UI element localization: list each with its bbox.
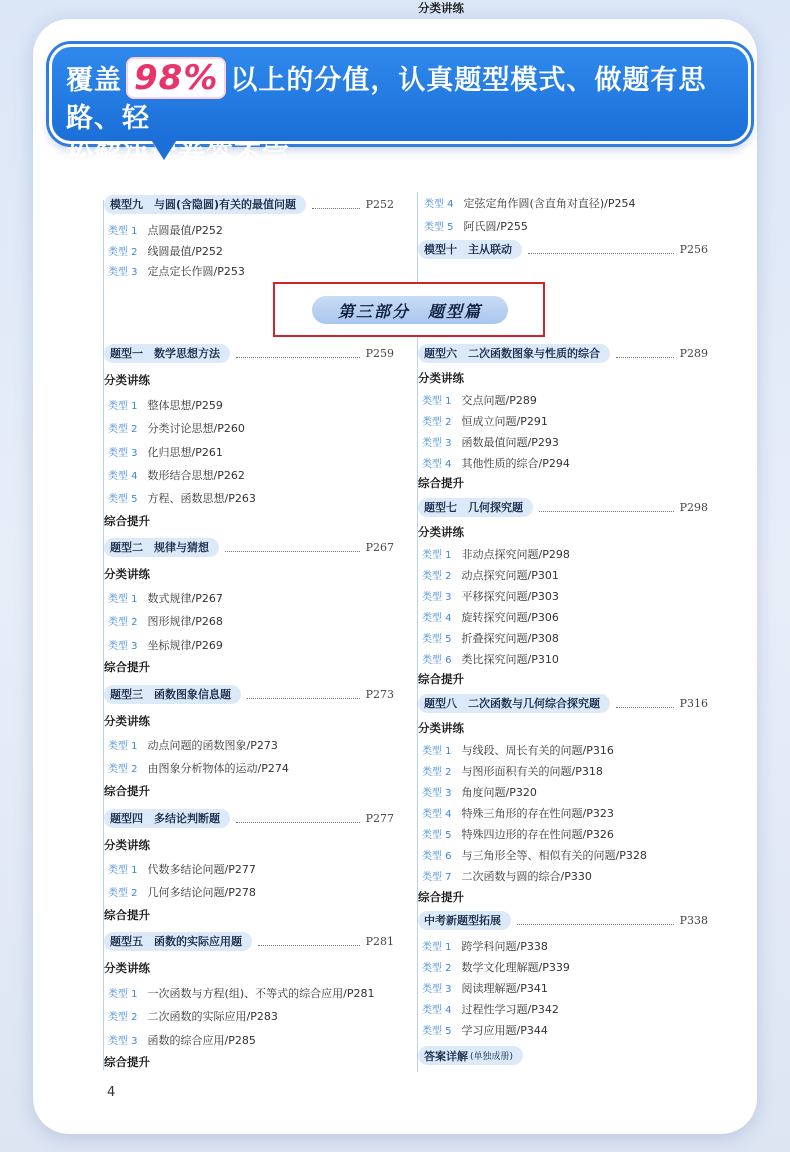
item-text: 学习应用题/P344 <box>461 1024 548 1037</box>
type-tag: 类型 3 <box>108 267 138 278</box>
type-tag: 类型 6 <box>422 851 452 862</box>
type-tag: 类型 5 <box>422 830 452 841</box>
toc-item[interactable] <box>108 444 223 460</box>
toc-item[interactable] <box>108 222 223 238</box>
item-text: 恒成立问题/P291 <box>461 415 548 428</box>
toc-item[interactable] <box>108 861 256 877</box>
item-text: 平移探究问题/P303 <box>461 590 559 603</box>
toc-item[interactable] <box>422 805 614 821</box>
type-tag: 类型 4 <box>424 199 454 210</box>
type-tag: 类型 2 <box>422 571 452 582</box>
type-tag: 类型 2 <box>422 767 452 778</box>
subheading-practice: 分类讲练 <box>104 567 150 581</box>
toc-item[interactable] <box>108 613 223 629</box>
toc-item[interactable] <box>424 218 528 234</box>
subheading-practice: 分类讲练 <box>418 525 464 539</box>
toc-header-page: P277 <box>365 811 394 825</box>
type-tag: 类型 1 <box>422 396 452 407</box>
type-tag: 类型 5 <box>422 634 452 645</box>
toc-header-title: 题型五 函数的实际应用题 <box>104 932 252 951</box>
item-text: 阿氏圆/P255 <box>463 220 528 233</box>
toc-header-title: 题型六 二次函数图象与性质的综合 <box>418 344 610 363</box>
toc-item[interactable] <box>422 609 559 625</box>
item-text: 一次函数与方程(组)、不等式的综合应用/P281 <box>147 987 375 1000</box>
subheading-practice: 分类讲练 <box>104 961 150 975</box>
toc-section-header[interactable] <box>104 537 394 557</box>
toc-header-page: P289 <box>679 346 708 360</box>
item-text: 阅读理解题/P341 <box>461 982 548 995</box>
type-tag: 类型 1 <box>422 550 452 561</box>
toc-item[interactable] <box>422 392 537 408</box>
toc-section-header[interactable] <box>418 497 708 517</box>
item-text: 特殊三角形的存在性问题/P323 <box>461 807 614 820</box>
item-text: 定点定长作圆/P253 <box>147 265 245 278</box>
type-tag: 类型 2 <box>108 888 138 900</box>
type-tag: 类型 4 <box>422 1005 452 1016</box>
banner-text-after: 以上的分值，认真题型模式、做题有思路、轻 <box>66 65 707 134</box>
page-number: 4 <box>107 1085 116 1100</box>
item-text: 几何多结论问题/P278 <box>147 886 256 900</box>
item-text: 跨学科问题/P338 <box>461 940 548 953</box>
item-text: 坐标规律/P269 <box>147 638 223 652</box>
toc-header-title: 题型七 几何探究题 <box>418 498 533 517</box>
toc-item[interactable] <box>422 1001 559 1017</box>
dot-leader <box>517 915 674 925</box>
toc-item[interactable] <box>422 826 614 842</box>
item-text: 非动点探究问题/P298 <box>461 548 570 561</box>
type-tag: 类型 1 <box>108 226 138 237</box>
item-text: 整体思想/P259 <box>147 399 223 412</box>
type-tag: 类型 2 <box>422 963 452 974</box>
type-tag: 类型 3 <box>422 438 452 449</box>
item-text: 函数最值问题/P293 <box>461 436 559 449</box>
type-tag: 类型 6 <box>422 655 452 666</box>
toc-item[interactable] <box>108 1032 256 1048</box>
type-tag: 类型 3 <box>422 592 452 603</box>
type-tag: 类型 5 <box>108 494 138 506</box>
toc-item[interactable] <box>108 263 245 279</box>
toc-header-page: P338 <box>679 913 708 927</box>
toc-item[interactable] <box>422 455 570 471</box>
item-text: 动点探究问题/P301 <box>461 569 559 582</box>
dot-leader <box>539 502 674 512</box>
section-title-box <box>273 282 545 337</box>
type-tag: 类型 1 <box>108 741 138 752</box>
item-text: 与线段、周长有关的问题/P316 <box>461 744 614 757</box>
answer-label: 答案详解 <box>424 1049 468 1063</box>
toc-item[interactable] <box>422 938 548 954</box>
type-tag: 类型 1 <box>108 401 138 412</box>
item-text: 定弦定角作圆(含直角对直径)/P254 <box>463 197 636 210</box>
toc-header-model10[interactable] <box>418 239 708 259</box>
toc-item[interactable] <box>422 630 559 646</box>
toc-item[interactable] <box>422 847 647 863</box>
toc-item[interactable] <box>108 590 223 606</box>
type-tag: 类型 2 <box>422 417 452 428</box>
type-tag: 类型 3 <box>108 1035 138 1047</box>
item-text: 折叠探究问题/P308 <box>461 632 559 645</box>
type-tag: 类型 4 <box>108 470 138 482</box>
subheading-practice: 分类讲练 <box>104 373 150 387</box>
subheading-advanced: 综合提升 <box>418 476 464 490</box>
type-tag: 类型 2 <box>108 247 138 258</box>
type-tag: 类型 3 <box>422 984 452 995</box>
type-tag: 类型 7 <box>422 872 452 883</box>
item-text: 二次函数与圆的综合/P330 <box>461 870 592 883</box>
banner-text-line2: 松解决试卷答不完。 <box>66 141 318 172</box>
toc-item[interactable] <box>422 784 537 800</box>
toc-item[interactable] <box>424 195 635 211</box>
toc-item[interactable] <box>422 868 592 884</box>
type-tag: 类型 2 <box>108 764 138 776</box>
toc-section-header[interactable] <box>104 808 394 828</box>
subheading-practice: 分类讲练 <box>418 371 464 385</box>
subheading-practice: 分类讲练 <box>104 714 150 728</box>
item-text: 动点问题的函数图象/P273 <box>147 739 278 752</box>
toc-item[interactable] <box>422 413 548 429</box>
answer-details-label[interactable] <box>418 1046 523 1065</box>
toc-item[interactable] <box>108 985 374 1001</box>
toc-item[interactable] <box>108 243 223 259</box>
toc-header-page: P267 <box>365 540 394 554</box>
toc-section-header[interactable] <box>104 684 394 704</box>
toc-header-title: 题型二 规律与猜想 <box>104 538 219 557</box>
subheading-advanced: 综合提升 <box>104 1055 150 1069</box>
item-text: 数学文化理解题/P339 <box>461 961 570 974</box>
toc-section-header[interactable] <box>104 931 394 951</box>
toc-item[interactable] <box>422 546 570 562</box>
item-text: 旋转探究问题/P306 <box>461 611 559 624</box>
item-text: 线圆最值/P252 <box>147 245 223 258</box>
toc-header-page: P273 <box>365 687 394 701</box>
type-tag: 类型 1 <box>108 989 138 1000</box>
subheading-advanced: 综合提升 <box>104 784 150 798</box>
type-tag: 类型 2 <box>108 1012 138 1024</box>
item-text: 其他性质的综合/P294 <box>461 457 570 470</box>
subheading-advanced: 综合提升 <box>104 660 150 674</box>
item-text: 方程、函数思想/P263 <box>147 492 256 506</box>
toc-item[interactable] <box>422 980 548 996</box>
item-text: 特殊四边形的存在性问题/P326 <box>461 828 614 841</box>
toc-section-header[interactable] <box>418 693 708 713</box>
toc-item[interactable] <box>108 397 223 413</box>
item-text: 由图象分析物体的运动/P274 <box>147 762 289 776</box>
item-text: 分类讨论思想/P260 <box>147 422 245 436</box>
toc-header-title: 模型十 主从联动 <box>418 240 522 259</box>
type-tag: 类型 3 <box>108 447 138 459</box>
subheading-practice: 分类讲练 <box>418 721 464 735</box>
item-text: 代数多结论问题/P277 <box>147 863 256 876</box>
toc-item[interactable] <box>108 637 223 653</box>
toc-header-title: 题型四 多结论判断题 <box>104 809 230 828</box>
dot-leader <box>312 199 360 209</box>
item-text: 与图形面积有关的问题/P318 <box>461 765 603 778</box>
dot-leader <box>258 936 360 946</box>
toc-item[interactable] <box>422 588 559 604</box>
toc-header-page: P298 <box>679 500 708 514</box>
toc-item[interactable] <box>422 651 559 667</box>
banner-highlight: 98% <box>126 57 226 99</box>
toc-item[interactable] <box>422 959 570 975</box>
item-text: 函数的综合应用/P285 <box>147 1033 256 1047</box>
toc-header-title: 模型九 与圆(含隐圆)有关的最值问题 <box>104 195 306 214</box>
type-tag: 类型 3 <box>422 788 452 799</box>
dot-leader <box>225 542 360 552</box>
toc-header-model9[interactable] <box>104 194 394 214</box>
toc-header-title: 中考新题型拓展 <box>418 911 511 930</box>
toc-item[interactable] <box>108 420 245 436</box>
item-text: 化归思想/P261 <box>147 445 223 459</box>
item-text: 二次函数的实际应用/P283 <box>147 1010 278 1024</box>
answer-note: (单独成册) <box>470 1052 514 1062</box>
toc-header-title: 题型三 函数图象信息题 <box>104 685 241 704</box>
toc-header-title: 题型八 二次函数与几何综合探究题 <box>418 694 610 713</box>
subheading-practice: 分类讲练 <box>418 1 464 15</box>
toc-item[interactable] <box>108 737 278 753</box>
item-text: 图形规律/P268 <box>147 615 223 629</box>
toc-item[interactable] <box>422 763 603 779</box>
section-title: 第三部分 题型篇 <box>312 296 508 324</box>
type-tag: 类型 1 <box>108 865 138 876</box>
toc-item[interactable] <box>422 1022 548 1038</box>
subheading-advanced: 综合提升 <box>418 672 464 686</box>
banner-tail <box>150 138 178 160</box>
type-tag: 类型 4 <box>422 459 452 470</box>
type-tag: 类型 4 <box>422 809 452 820</box>
toc-header-page: P259 <box>365 346 394 360</box>
toc-item[interactable] <box>422 434 559 450</box>
type-tag: 类型 5 <box>424 222 454 233</box>
toc-item[interactable] <box>422 567 559 583</box>
dot-leader <box>616 698 674 708</box>
dot-leader <box>616 348 674 358</box>
item-text: 数形结合思想/P262 <box>147 468 245 482</box>
toc-item[interactable] <box>108 884 256 900</box>
toc-section-header[interactable] <box>418 910 708 930</box>
banner-bubble <box>49 44 751 172</box>
type-tag: 类型 2 <box>108 424 138 436</box>
toc-header-title: 题型一 数学思想方法 <box>104 344 230 363</box>
item-text: 与三角形全等、相似有关的问题/P328 <box>461 849 647 862</box>
type-tag: 类型 3 <box>108 640 138 652</box>
dot-leader <box>236 348 360 358</box>
banner-text-before: 覆盖 <box>66 65 122 96</box>
toc-header-page: P316 <box>679 696 708 710</box>
toc-header-page: P256 <box>679 242 708 256</box>
item-text: 数式规律/P267 <box>147 592 223 605</box>
type-tag: 类型 1 <box>422 942 452 953</box>
item-text: 过程性学习题/P342 <box>461 1003 559 1016</box>
subheading-advanced: 综合提升 <box>104 514 150 528</box>
toc-item[interactable] <box>108 467 245 483</box>
toc-item[interactable] <box>108 1008 278 1024</box>
item-text: 类比探究问题/P310 <box>461 653 559 666</box>
item-text: 交点问题/P289 <box>461 394 537 407</box>
toc-section-header[interactable] <box>104 343 394 363</box>
dot-leader <box>528 244 674 254</box>
toc-header-page: P281 <box>365 934 394 948</box>
dot-leader <box>236 813 360 823</box>
toc-item[interactable] <box>108 490 256 506</box>
toc-section-header[interactable] <box>418 343 708 363</box>
toc-item[interactable] <box>108 760 289 776</box>
subheading-advanced: 综合提升 <box>104 908 150 922</box>
subheading-practice: 分类讲练 <box>104 838 150 852</box>
type-tag: 类型 1 <box>108 594 138 605</box>
subheading-advanced: 综合提升 <box>418 890 464 904</box>
toc-item[interactable] <box>422 742 614 758</box>
item-text: 角度问题/P320 <box>461 786 537 799</box>
type-tag: 类型 4 <box>422 613 452 624</box>
type-tag: 类型 1 <box>422 746 452 757</box>
type-tag: 类型 5 <box>422 1026 452 1037</box>
type-tag: 类型 2 <box>108 617 138 629</box>
item-text: 点圆最值/P252 <box>147 224 223 237</box>
toc-header-page: P252 <box>365 197 394 211</box>
dot-leader <box>247 689 360 699</box>
